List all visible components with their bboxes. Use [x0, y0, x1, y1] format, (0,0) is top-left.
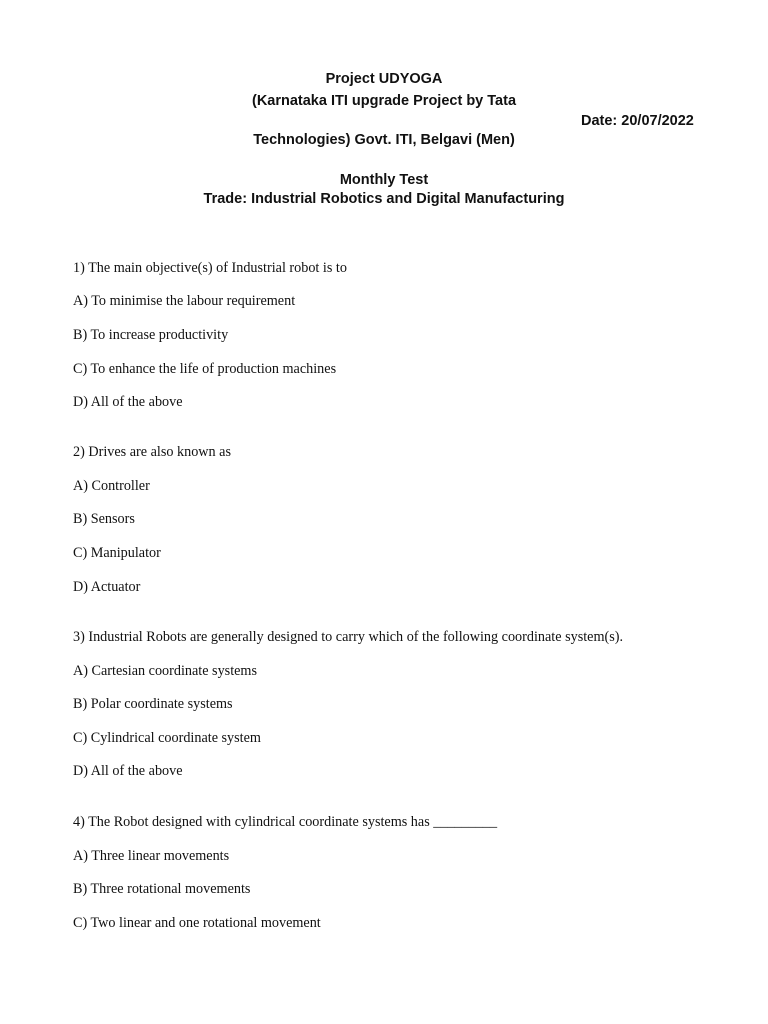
project-subtitle-line2: Technologies) Govt. ITI, Belgavi (Men)	[253, 132, 515, 148]
question-1-option-c: C) To enhance the life of production machines	[73, 361, 337, 377]
test-date: Date: 20/07/2022	[581, 113, 694, 129]
question-3-option-b: B) Polar coordinate systems	[73, 696, 233, 712]
test-name: Monthly Test	[339, 172, 429, 188]
question-4-option-a: A) Three linear movements	[73, 848, 230, 864]
question-1-option-b: B) To increase productivity	[73, 327, 229, 343]
question-1-text: 1) The main objective(s) of Industrial robot is to	[73, 260, 347, 276]
project-title: Project UDYOGA	[325, 71, 443, 87]
question-4-option-b: B) Three rotational movements	[73, 881, 251, 897]
question-4-text: 4) The Robot designed with cylindrical coordinate systems has _________	[73, 814, 498, 830]
question-2-option-b: B) Sensors	[73, 511, 135, 527]
question-1-option-d: D) All of the above	[73, 394, 183, 410]
question-2-text: 2) Drives are also known as	[73, 444, 231, 460]
question-2-option-a: A) Controller	[73, 478, 150, 494]
question-3-option-d: D) All of the above	[73, 763, 183, 779]
question-2-option-d: D) Actuator	[73, 579, 141, 595]
question-2-option-c: C) Manipulator	[73, 545, 161, 561]
question-3-text: 3) Industrial Robots are generally designed to carry which of the following coordinate system(s).	[73, 629, 624, 645]
question-3-option-a: A) Cartesian coordinate systems	[73, 663, 257, 679]
project-subtitle-line1: (Karnataka ITI upgrade Project by Tata	[251, 93, 517, 109]
trade-name: Trade: Industrial Robotics and Digital Manufacturing	[203, 191, 565, 207]
question-4-option-c: C) Two linear and one rotational movement	[73, 915, 321, 931]
question-3-option-c: C) Cylindrical coordinate system	[73, 730, 261, 746]
question-1-option-a: A) To minimise the labour requirement	[73, 293, 296, 309]
